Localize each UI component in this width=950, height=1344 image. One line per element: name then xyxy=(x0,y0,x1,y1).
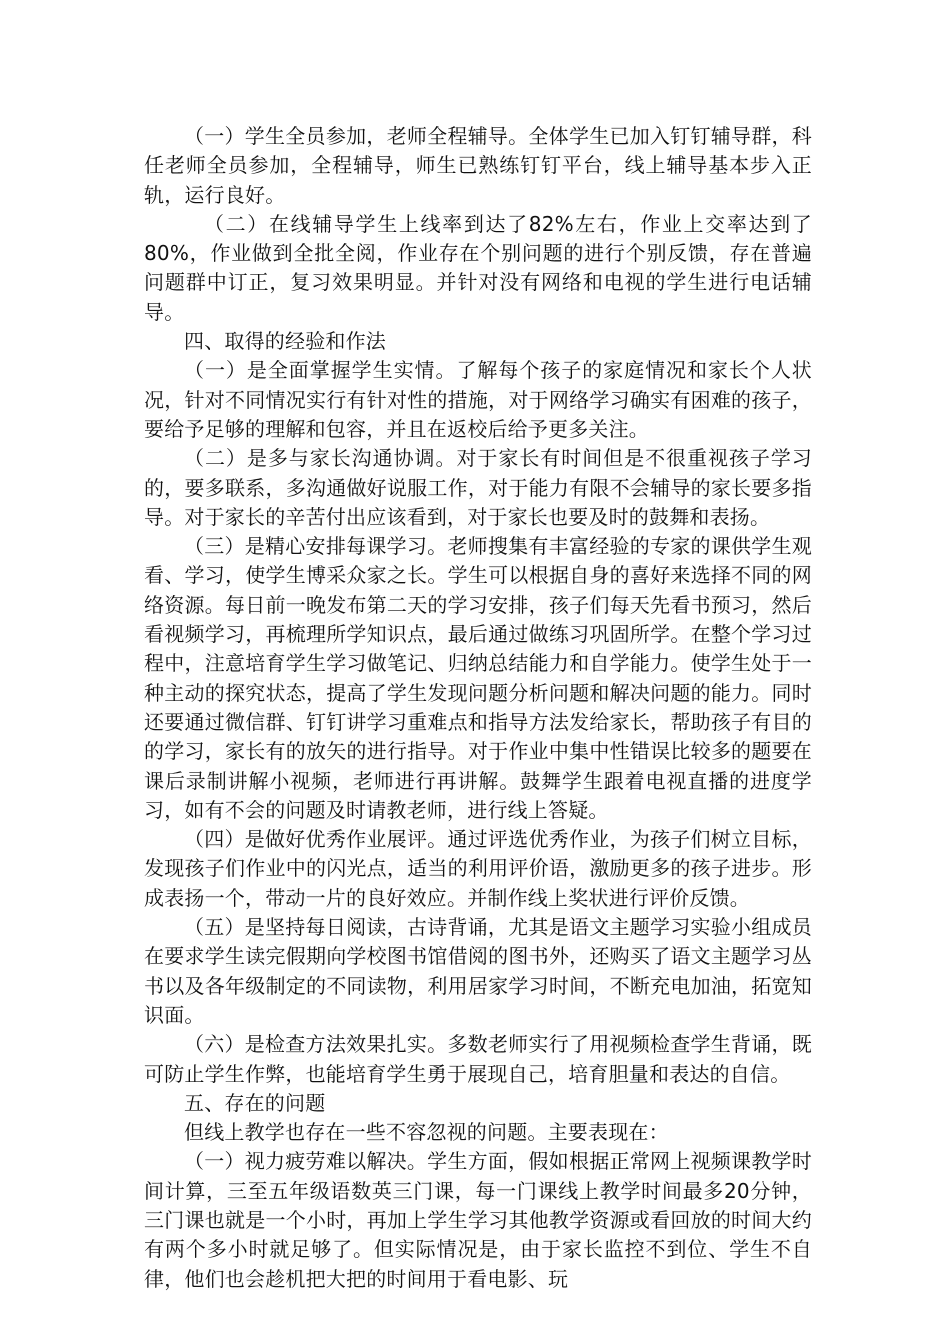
paragraph-parent-communication: （二）是多与家长沟通协调。对于家长有时间但是不很重视孩子学习的，要多联系，多沟通做好说服工作，对于能力有限不会辅导的家长要多指导。对于家长的辛苦付出应该看到，对于家长也要及时的鼓舞和表扬。 xyxy=(144,446,812,529)
paragraph-lesson-planning: （三）是精心安排每课学习。老师搜集有丰富经验的专家的课供学生观看、学习，使学生博采众家之长。学生可以根据自身的喜好来选择不同的网络资源。每日前一晚发布第二天的学习安排，孩子们每天先看书预习，然后看视频学习，再梳理所学知识点，最后通过做练习巩固所学。在整个学习过程中，注意培育学生学习做笔记、归纳总结能力和自学能力。使学生处于一种主动的探究状态，提高了学生发现问题分析问题和解决问题的能力。同时还要通过微信群、钉钉讲学习重难点和指导方法发给家长，帮助孩子有目的的学习，家长有的放矢的进行指导。对于作业中集中性错误比较多的题要在课后录制讲解小视频，老师进行再讲解。鼓舞学生跟着电视直播的进度学习，如有不会的问题及时请教老师，进行线上答疑。 xyxy=(144,534,812,822)
paragraph-know-students: （一）是全面掌握学生实情。了解每个孩子的家庭情况和家长个人状况，针对不同情况实行有针对性的措施，对于网络学习确实有困难的孩子，要给予足够的理解和包容，并且在返校后给予更多关注。 xyxy=(144,358,812,441)
paragraph-online-participation: （一）学生全员参加，老师全程辅导。全体学生已加入钉钉辅导群，科任老师全员参加，全程辅导，师生已熟练钉钉平台，线上辅导基本步入正轨，运行良好。 xyxy=(144,124,812,207)
section-heading-experience: 四、取得的经验和作法 xyxy=(184,329,386,354)
paragraph-online-rate: （二）在线辅导学生上线率到达了82%左右，作业上交率达到了80%，作业做到全批全阅，作业存在个别问题的进行个别反馈，存在普遍问题群中订正，复习效果明显。并针对没有网络和电视的学生进行电话辅导。 xyxy=(144,211,812,324)
document-body xyxy=(144,122,812,1294)
paragraph-checking-methods: （六）是检查方法效果扎实。多数老师实行了用视频检查学生背诵，既可防止学生作弊，也能培育学生勇于展现自己，培育胆量和表达的自信。 xyxy=(144,1032,812,1086)
section-heading-problems: 五、存在的问题 xyxy=(184,1090,326,1115)
paragraph-homework-review: （四）是做好优秀作业展评。通过评选优秀作业，为孩子们树立目标，发现孩子们作业中的闪光点，适当的利用评价语，激励更多的孩子进步。形成表扬一个，带动一片的良好效应。并制作线上奖状进行评价反馈。 xyxy=(144,827,812,910)
paragraph-daily-reading: （五）是坚持每日阅读，古诗背诵，尤其是语文主题学习实验小组成员在要求学生读完假期向学校图书馆借阅的图书外，还购买了语文主题学习丛书以及各年级制定的不同读物，利用居家学习时间，不断充电加油，拓宽知识面。 xyxy=(144,915,812,1027)
paragraph-problems-intro: 但线上教学也存在一些不容忽视的问题。主要表现在： xyxy=(184,1120,669,1145)
paragraph-eye-fatigue: （一）视力疲劳难以解决。学生方面，假如根据正常网上视频课教学时间计算，三至五年级语数英三门课，每一门课线上教学时间最多20分钟，三门课也就是一个小时，再加上学生学习其他教学资源或看回放的时间大约有两个多小时就足够了。但实际情况是，由于家长监控不到位、学生不自律，他们也会趁机把大把的时间用于看电影、玩 xyxy=(144,1149,812,1291)
